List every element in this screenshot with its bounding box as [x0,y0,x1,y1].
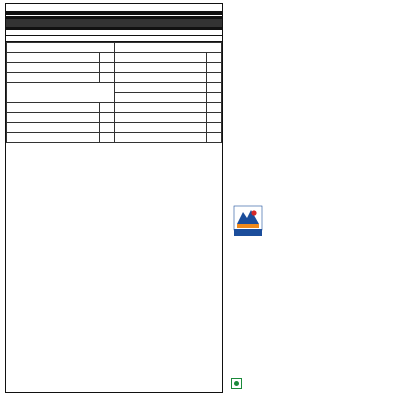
amino-row [7,123,222,133]
amino-row [7,113,222,123]
bcaa-header [7,43,115,53]
amino-value [207,113,222,123]
nutrition-facts-panel [5,3,223,393]
amino-name [114,53,207,63]
amino-value [207,63,222,73]
amino-value [99,63,114,73]
other-amino-header [114,43,222,53]
amino-value [207,133,222,143]
parag-logo [230,204,266,246]
amino-name [7,73,100,83]
amino-value [207,73,222,83]
amino-value [207,123,222,133]
nutrient-table [10,19,218,27]
amino-name [114,113,207,123]
amino-name [114,83,207,93]
amino-name [7,53,100,63]
amino-value [99,73,114,83]
amino-row [7,83,222,93]
amino-name [114,123,207,133]
amino-value [207,83,222,93]
amino-name [114,103,207,113]
amino-value [207,103,222,113]
amino-value [99,103,114,113]
amino-value [207,93,222,103]
amino-value [99,113,114,123]
amino-name [7,113,100,123]
essential-amino-label [7,83,115,103]
amino-header-row [7,43,222,53]
amino-name [7,123,100,133]
amino-name [7,103,100,113]
amino-row [7,63,222,73]
amino-row [7,53,222,63]
amino-value [99,133,114,143]
amino-row [7,103,222,113]
amino-row [7,133,222,143]
amino-row [7,73,222,83]
veg-symbol-icon [231,378,242,389]
amino-acid-table [6,42,222,143]
amino-name [7,133,100,143]
amino-name [114,93,207,103]
product-info [229,3,411,17]
amino-name [7,63,100,73]
amino-name [114,73,207,83]
amino-name [114,133,207,143]
amino-name [114,63,207,73]
amino-value [99,53,114,63]
parag-logo-icon [230,204,266,238]
amino-value [207,53,222,63]
amino-value [99,123,114,133]
